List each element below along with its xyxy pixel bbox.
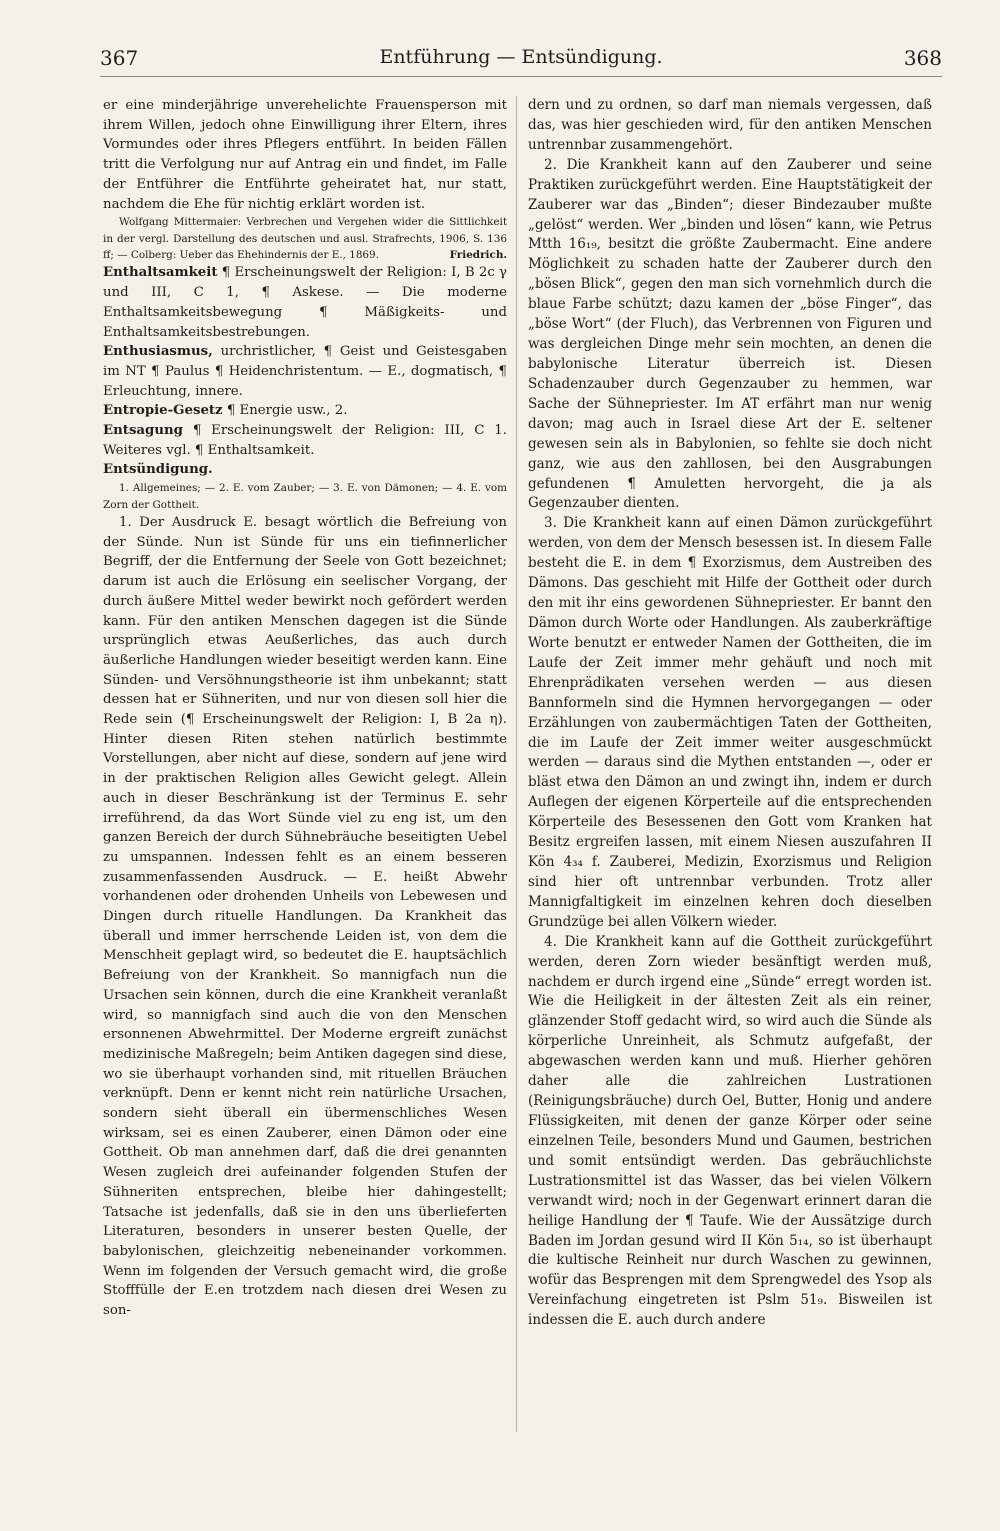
entry-text: ¶ Energie usw., 2. <box>226 403 348 419</box>
headword: Entsündigung. <box>103 462 213 478</box>
entry-text: ¶ Erscheinungswelt der Religion: III, C 1. Weiteres vgl. ¶ Enthaltsamkeit. <box>103 423 507 458</box>
section-3-paragraph: 3. Die Krankheit kann auf einen Dämon zurückgeführt werden, von dem der Mensch besessen ist. In diesem Falle besteht die E. in dem ¶ Exorzismus, dem Austreiben des Dämons. Das geschieht mit Hilfe der Gottheit oder durch den mit ihr eins gewordenen Sühnepriester. Er bannt den Dämon durch Worte oder Handlungen. Als zauberkräftige Worte benutzt er entweder Namen der Gottheiten, die im Laufe der Zeit immer mehr gehäuft und noch mit Ehrenprädikaten versehen werden — aus diesen Bannformeln sind die Hymnen hervorgegangen — oder Erzählungen von zaubermächtigen Taten der Gottheiten, die im Laufe der Zeit immer weiter ausgeschmückt werden — daraus sind die Mythen entstanden —, oder er bläst etwa den Dämon an und zwingt ihn, indem er durch Auflegen der eigenen Körperteile auf die entsprechenden Körperteile des Besessenen den Gott vom Kranken hat Besitz ergreifen lassen, mit einem Niesen auszufahren II Kön 4₃₄ f. Zauberei, Medizin, Exorzismus und Religion sind hier oft untrennbar verbunden. Trotz aller Mannigfaltigkeit im einzelnen kehren doch dieselben Grundzüge bei allen Völkern wieder. <box>528 515 932 930</box>
headword: Enthusiasmus, <box>103 344 213 360</box>
section-4-paragraph: 4. Die Krankheit kann auf die Gottheit zurückgeführt werden, deren Zorn wieder besänftigt werden muß, nachdem er durch irgend eine „Sünde“ erregt worden ist. Wie die Heiligkeit in der ältesten Zeit als ein reiner, glänzender Stoff gedacht wird, so wird auch die Sünde als körperliche Unreinheit, als Schmutz aufgefaßt, der abgewaschen werden kann und muß. Hierher gehören daher alle die zahlreichen Lustrationen (Reinigungsbräuche) durch Oel, Butter, Honig und andere Flüssigkeiten, mit denen der ganze Körper oder seine einzelnen Teile, besonders Mund und Gaumen, bestrichen und somit entsündigt werden. Das gebräuchlichste Lustrationsmittel ist das Wasser, das bei vielen Völkern verwandt wird; noch in der Gegenwart erinnert daran die heilige Handlung der ¶ Taufe. Wie der Aussätzige durch Baden im Jordan gesund wird II Kön 5₁₄, so ist überhaupt die kultische Reinheit nur durch Waschen zu gewinnen, wofür das Besprengen mit dem Sprengwedel des Ysop als Vereinfachung eingetreten ist Pslm 51₉. Bisweilen ist indessen die E. auch durch andere <box>528 933 932 1329</box>
paragraph-entfuehrung-end: er eine minderjährige unverehelichte Frauensperson mit ihrem Willen, jedoch ohne Einwilligung ihrer Eltern, ihres Vormundes oder ihres Pflegers entführt. In beiden Fällen tritt die Verfolgung nur auf Antrag ein und findet, im Falle der Entführer die Entführte geheiratet hat, nur statt, nachdem die Ehe für nichtig erklärt worden ist. <box>103 98 507 212</box>
literature-text: Wolfgang Mittermaier: Verbrechen und Vergehen wider die Sittlichkeit in der vergl. Darstellung des deutschen und ausl. Strafrechts, 1906, S. 136 ff; — Colberg: Ueber das Ehehindernis der E., 1869. <box>103 216 507 262</box>
entry-text: urchristlicher, ¶ Geist und Geistesgaben im NT ¶ Paulus ¶ Heidenchristentum. — E., dogmatisch, ¶ Erleuchtung, innere. <box>103 344 507 399</box>
section-1-paragraph: 1. Der Ausdruck E. besagt wörtlich die Befreiung von der Sünde. Nun ist Sünde für uns ein tiefinnerlicher Begriff, der die Entfernung der Seele von Gott bezeichnet; darum ist auch die Erlösung ein seelischer Vorgang, der durch äußere Mittel weder bewirkt noch gefördert werden kann. Für den antiken Menschen dagegen ist die Sünde ursprünglich etwas Aeußerliches, das auch durch äußerliche Handlungen wieder beseitigt werden kann. Eine Sünden- und Versöhnungstheorie ist ihm unbekannt; statt dessen hat er Sühneriten, und nur von diesen soll hier die Rede sein (¶ Erscheinungswelt der Religion: I, B 2a η). Hinter diesen Riten stehen natürlich bestimmte Vorstellungen, aber nicht auf diese, sondern auf jene wird in der praktischen Religion alles Gewicht gelegt. Allein auch in dieser Beschränkung ist der Terminus E. sehr irreführend, da das Wort Sünde viel zu eng ist, um den ganzen Bereich der durch Sühnebräuche beseitigten Uebel zu umspannen. Indessen fehlt es an einem besseren zusammenfassenden Ausdruck. — E. heißt Abwehr vorhandenen oder drohenden Unheils von Lebewesen und Dingen durch rituelle Handlungen. Da Krankheit das überall und immer herrschende Leiden ist, von dem die Menschheit geplagt wird, so bedeutet die E. hauptsächlich Befreiung von der Krankheit. So mannigfach nun die Ursachen sein können, durch die eine Krankheit veranlaßt wird, so mannigfach sind auch die von den Menschen ersonnenen Abwehrmittel. Der Moderne ergreift zunächst medizinische Maßregeln; beim Antiken dagegen sind diese, wo sie überhaupt vorhanden sind, mit rituellen Bräuchen verknüpft. Denn er kennt nicht rein natürliche Ursachen, sondern sieht überall ein übermenschliches Wesen wirksam, sei es einen Zauberer, einen Dämon oder eine Gottheit. Ob man annehmen darf, daß die drei genannten Wesen zugleich drei aufeinander folgenden Stufen der Sühneriten entsprechen, bleibe hier dahingestellt; Tatsache ist jedenfalls, daß sie in den uns überlieferten Literaturen, besonders in unserer besten Quelle, der babylonischen, gleichzeitig nebeneinander vorkommen. Wenn im folgenden der Versuch gemacht wird, die große Stofffülle der E.en trotzdem nach diesen drei Wesen zu son- <box>103 514 507 1319</box>
running-header <box>100 46 942 77</box>
entry-entsagung <box>103 421 507 460</box>
entry-entsuendigung-head <box>103 460 507 480</box>
headword: Entsagung <box>103 423 183 439</box>
left-column <box>103 96 507 1321</box>
literature-note <box>103 214 507 263</box>
author-signature: Friedrich. <box>449 249 507 262</box>
headword: Entropie-Gesetz <box>103 403 223 419</box>
entry-text: ¶ Erscheinungswelt der Religion: I, B 2c γ und III, C 1, ¶ Askese. — Die moderne Enthaltsamkeitsbewegung ¶ Mäßigkeits- und Enthaltsamkeitsbestrebungen. <box>103 265 508 340</box>
table-of-contents: 1. Allgemeines; — 2. E. vom Zauber; — 3. E. von Dämonen; — 4. E. vom Zorn der Gottheit. <box>103 482 507 511</box>
entry-enthusiasmus <box>103 342 507 401</box>
headword: Enthaltsamkeit <box>103 265 218 281</box>
entry-entropie <box>103 401 507 421</box>
entry-enthaltsamkeit <box>103 263 507 342</box>
running-title: Entführung — Entsündigung. <box>379 46 663 68</box>
paragraph-continuation: dern und zu ordnen, so darf man niemals vergessen, daß das, was hier geschieden wird, für den antiken Menschen untrennbar zusammengehört. <box>528 97 932 153</box>
right-column <box>528 96 932 1331</box>
section-2-paragraph: 2. Die Krankheit kann auf den Zauberer und seine Praktiken zurückgeführt werden. Eine Hauptstätigkeit der Zauberer war das „Binden“; dieser Bindezauber mußte „gelöst“ werden. Wer „binden und lösen“ kann, wie Petrus Mtth 16₁₉, besitzt die größte Zaubermacht. Eine andere Möglichkeit zu schaden hatte der Zauberer durch den „bösen Blick“, gegen den man sich vornehmlich durch die blaue Farbe schützt; dazu kamen der „böse Finger“, das „böse Wort“ (der Fluch), das Verbrennen von Figuren und was dergleichen Dinge mehr sein mochten, an denen die babylonische Literatur überreich ist. Diesen Schadenzauber durch Gegenzauber zu hemmen, war Sache der Sühnepriester. Im AT erfährt man nur wenig davon; mag auch in Israel diese Art der E. seltener gewesen sein als in Babylonien, so fehlte sie doch nicht ganz, wie aus den zahllosen, bei den Ausgrabungen gefundenen ¶ Amuletten hervorgeht, die ja als Gegenzauber dienten. <box>528 156 932 512</box>
page-number-left: 367 <box>100 46 139 70</box>
column-divider <box>516 96 517 1432</box>
page-number-right: 368 <box>903 46 942 70</box>
